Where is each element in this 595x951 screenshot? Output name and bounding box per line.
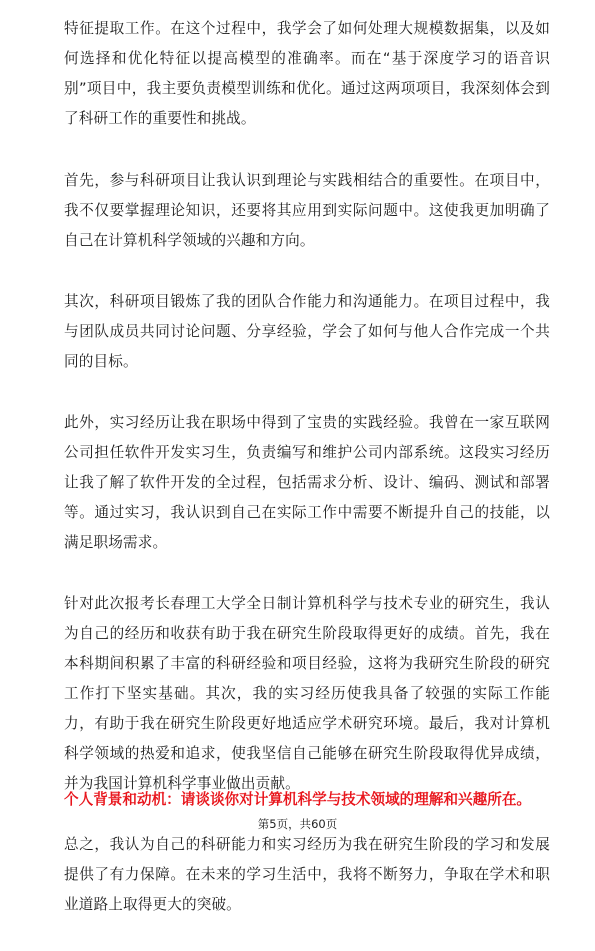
paragraph-feature-extraction: 特征提取工作。在这个过程中，我学会了如何处理大规模数据集，以及如何选择和优化特征以提高模型的准确率。而在“基于深度学习的语音识别”项目中，我主要负责模型训练和优化。通过这两项项目，我深刻体会到了科研工作的重要性和挑战。 — [64, 20, 550, 127]
paragraph-conclusion: 总之，我认为自己的科研能力和实习经历为我在研究生阶段的学习和发展提供了有力保障。在未来的学习生活中，我将不断努力，争取在学术和职业道路上取得更大的突破。 — [64, 836, 550, 913]
section-heading: 个人背景和动机：请谈谈你对计算机科学与技术领域的理解和兴趣所在。 — [64, 791, 532, 808]
paragraph-graduate-application: 针对此次报考长春理工大学全日制计算机科学与技术专业的研究生，我认为自己的经历和收获有助于我在研究生阶段取得更好的成绩。首先，我在本科期间积累了丰富的科研经验和项目经验，这将为我研究生阶段的研究工作打下坚实基础。其次，我的实习经历使我具备了较强的实际工作能力，有助于我在研究生阶段更好地适应学术研究环境。最后，我对计算机科学领域的热爱和追求，使我坚信自己能够在研究生阶段取得优异成绩，并为我国计算机科学事业做出贡献。 — [64, 595, 550, 792]
page-number: 第5页，共60页 — [257, 817, 338, 831]
paragraph-teamwork: 其次，科研项目锻炼了我的团队合作能力和沟通能力。在项目过程中，我与团队成员共同讨论问题、分享经验，学会了如何与他人合作完成一个共同的目标。 — [64, 293, 550, 370]
paragraph-theory-practice: 首先，参与科研项目让我认识到理论与实践相结合的重要性。在项目中，我不仅要掌握理论知识，还要将其应用到实际问题中。这使我更加明确了自己在计算机科学领域的兴趣和方向。 — [64, 172, 550, 249]
paragraph-internship: 此外，实习经历让我在职场中得到了宝贵的实践经验。我曾在一家互联网公司担任软件开发实习生，负责编写和维护公司内部系统。这段实习经历让我了解了软件开发的全过程，包括需求分析、设计、编码、测试和部署等。通过实习，我认识到自己在实际工作中需要不断提升自己的技能，以满足职场需求。 — [64, 414, 550, 551]
